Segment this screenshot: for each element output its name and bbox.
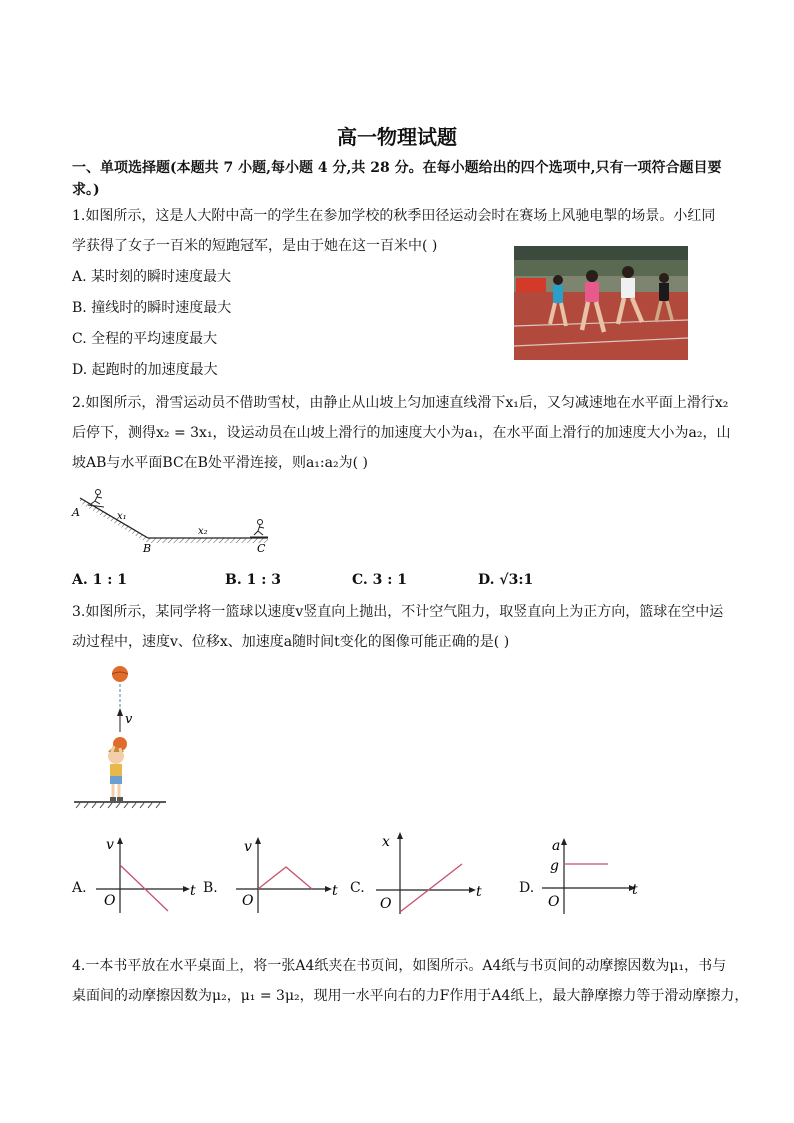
q3-option-b-label: B. bbox=[203, 880, 218, 896]
q2-option-c: C. 3 : 1 bbox=[352, 572, 408, 588]
q4-stem-line2: 桌面间的动摩擦因数为μ₂，μ₁ = 3μ₂，现用一水平向右的力F作用于A4纸上，最大静摩擦力等于滑动摩擦力， bbox=[72, 988, 749, 1004]
graph-a-origin: O bbox=[104, 893, 116, 909]
graph-b-xlabel: t bbox=[332, 883, 338, 899]
section-heading-line2: 求。) bbox=[72, 182, 100, 198]
q4-stem-line1: 4.一本书平放在水平桌面上，将一张A4纸夹在书页间，如图所示。A4纸与书页间的动摩擦因数为μ₁，书与 bbox=[72, 958, 727, 974]
graph-d-xlabel: t bbox=[632, 882, 638, 898]
q1-option-d: D. 起跑时的加速度最大 bbox=[72, 362, 218, 378]
section-heading-line1: 一、单项选择题(本题共 7 小题,每小题 4 分,共 28 分。在每小题给出的四个选项中,只有一项符合题目要 bbox=[72, 160, 722, 176]
q2-option-a: A. 1 : 1 bbox=[72, 572, 128, 588]
child-icon bbox=[108, 746, 124, 801]
graph-d-origin: O bbox=[548, 894, 560, 910]
graph-c-line bbox=[400, 864, 462, 912]
label-c: C bbox=[257, 542, 266, 555]
page-title: 高一物理试题 bbox=[337, 125, 457, 149]
label-x2: x₂ bbox=[198, 526, 208, 537]
ball-top-icon bbox=[112, 666, 128, 682]
graph-a-line bbox=[120, 865, 168, 911]
q1-option-b: B. 撞线时的瞬时速度最大 bbox=[72, 300, 232, 316]
graph-a-ylabel: v bbox=[106, 837, 114, 853]
graph-c-xlabel: t bbox=[476, 884, 482, 900]
label-x1: x₁ bbox=[117, 511, 127, 522]
graph-d bbox=[540, 836, 650, 916]
graph-b-line bbox=[258, 867, 312, 889]
q3-option-a-label: A. bbox=[72, 880, 87, 896]
q3-option-c-label: C. bbox=[350, 880, 365, 896]
q3-option-d-label: D. bbox=[519, 880, 535, 896]
q1-option-a: A. 某时刻的瞬时速度最大 bbox=[72, 269, 232, 285]
velocity-label: v bbox=[125, 712, 133, 727]
q1-stem-line1: 1.如图所示，这是人大附中高一的学生在参加学校的秋季田径运动会时在赛场上风驰电掣的场景。小红同 bbox=[72, 208, 716, 224]
graph-b-origin: O bbox=[242, 893, 254, 909]
graph-c-ylabel: x bbox=[382, 834, 390, 850]
graph-b bbox=[234, 835, 344, 915]
label-a: A bbox=[72, 506, 80, 519]
q2-stem-line2: 后停下，测得x₂ = 3x₁，设运动员在山坡上滑行的加速度大小为a₁，在水平面上滑行的加速度大小为a₂，山 bbox=[72, 425, 731, 441]
graph-d-ylabel: a bbox=[552, 838, 561, 854]
q2-stem-line3: 坡AB与水平面BC在B处平滑连接，则a₁:a₂为( ) bbox=[72, 455, 368, 471]
sprint-race-photo bbox=[514, 246, 688, 360]
q1-stem-line2: 学获得了女子一百米的短跑冠军，是由于她在这一百米中( ) bbox=[72, 238, 438, 254]
q3-stem-line1: 3.如图所示，某同学将一篮球以速度v竖直向上抛出，不计空气阻力，取竖直向上为正方向，篮球在空中运 bbox=[72, 604, 724, 620]
graph-a-xlabel: t bbox=[190, 883, 196, 899]
basketball-throw-figure bbox=[70, 660, 180, 812]
graph-d-g-label: g bbox=[550, 858, 559, 874]
graph-c-origin: O bbox=[380, 896, 392, 912]
q1-option-c: C. 全程的平均速度最大 bbox=[72, 331, 218, 347]
graph-c bbox=[372, 830, 490, 918]
q3-stem-line2: 动过程中，速度v、位移x、加速度a随时间t变化的图像可能正确的是( ) bbox=[72, 634, 510, 650]
label-b: B bbox=[143, 542, 152, 555]
graph-b-ylabel: v bbox=[244, 839, 252, 855]
ski-slope-figure bbox=[70, 488, 280, 556]
graph-a bbox=[92, 835, 202, 915]
q2-option-d: D. √3:1 bbox=[478, 572, 534, 588]
slope-ab bbox=[80, 498, 148, 538]
skier-bottom-icon bbox=[250, 520, 268, 538]
q2-option-b: B. 1 : 3 bbox=[225, 572, 281, 588]
q2-stem-line1: 2.如图所示，滑雪运动员不借助雪杖，由静止从山坡上匀加速直线滑下x₁后，又匀减速地在水平面上滑行x₂ bbox=[72, 395, 729, 411]
